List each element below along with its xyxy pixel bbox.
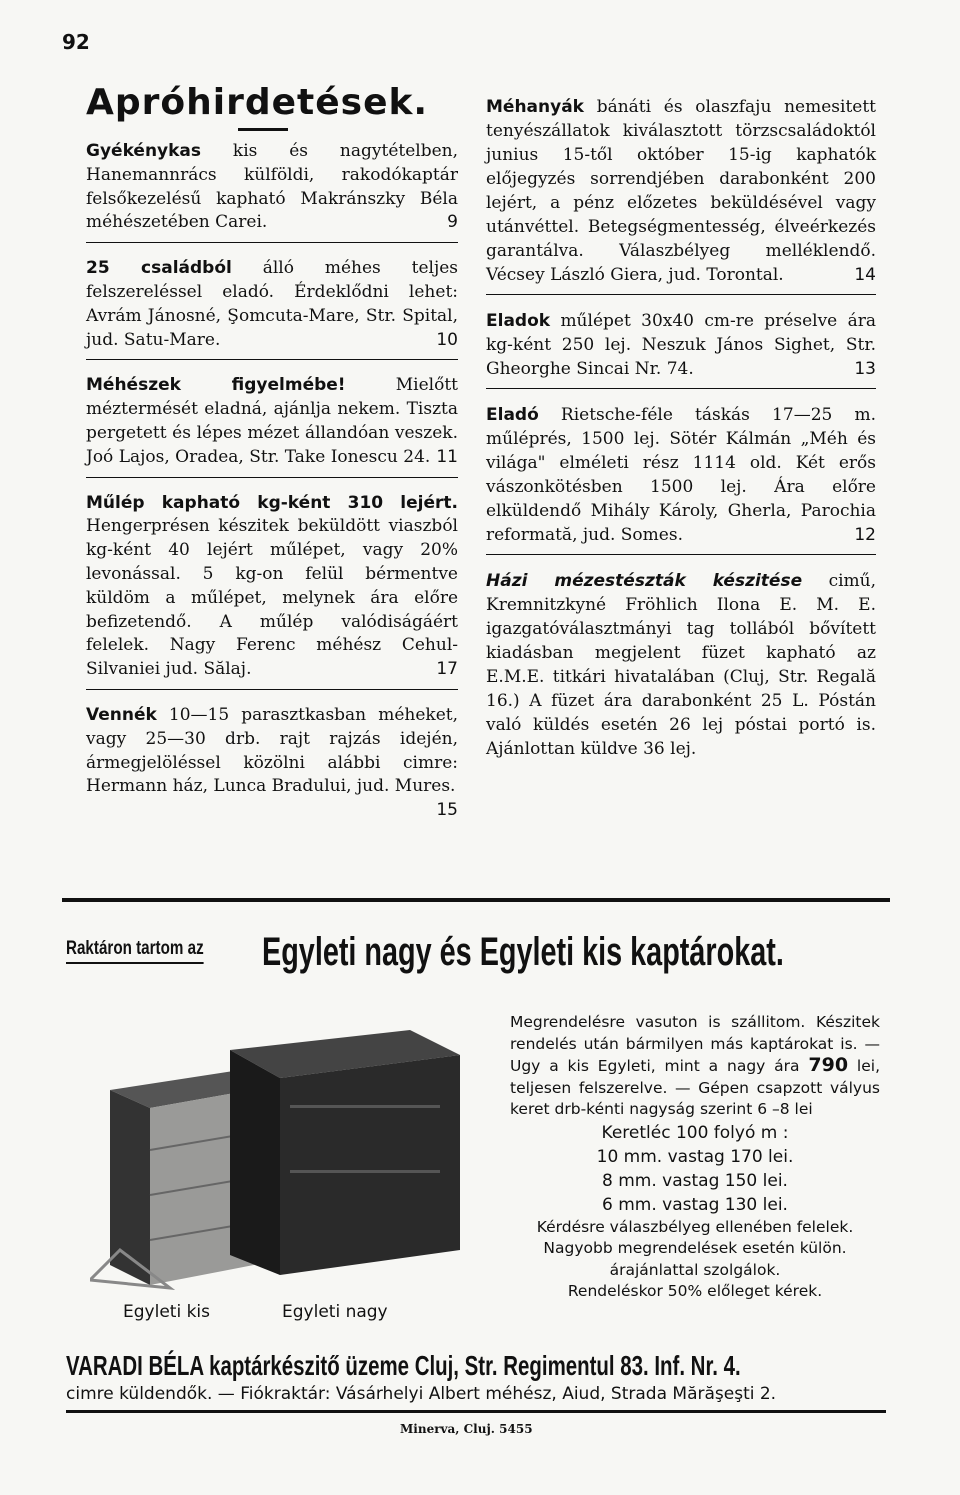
footer-divider (66, 1410, 886, 1413)
beehive-photo (90, 1010, 500, 1290)
offer-reply-note: Kérdésre válaszbélyeg ellenében felelek. Nagyobb megrendelések esetén külön. árajánlattal szolgálok. (536, 1217, 854, 1279)
banner-divider (62, 898, 890, 902)
ad-divider (86, 359, 458, 360)
price-line: 6 mm. vastag 130 lei. (602, 1194, 788, 1215)
company-line: VARADI BÉLA kaptárkészitő üzeme Cluj, Str. Regimentul 83. Inf. Nr. 4. (66, 1350, 741, 1381)
book-text: cimű, Kremnitzkyné Fröhlich Ilona E. M. E. igazgatóválasztmányi tag tollából bővített kiadásban megjelent füzet kapható az E.M.E. titkári hivatalában (Cluj, Str. Regală 16.) A füzet ára darabonként 25 L. Póstán való küldés esetén 26 lej póstai portó is. Ajánlottan küldve 36 lej. (486, 571, 876, 759)
ad-number: 12 (854, 525, 876, 545)
ad-number: 14 (854, 265, 876, 285)
page-number: 92 (62, 30, 90, 54)
classified-ad (86, 492, 458, 682)
ad-text: 10—15 parasztkasban méheket, vagy 25—30 drb. rajt rajzás idején, ármegjelöléssel közölni alábbi cimre: Hermann ház, Lunca Bradului, jud. Mures. (86, 704, 458, 797)
classified-ad (486, 309, 876, 381)
book-title: Házi mézestészták készitése (486, 571, 803, 591)
ad-divider (486, 388, 876, 389)
heading-underline (238, 128, 288, 131)
classified-ad (86, 257, 458, 352)
ad-lead: Eladó (486, 405, 539, 425)
keretlec-heading: Keretléc 100 folyó m : (601, 1122, 789, 1143)
main-price: 790 (808, 1054, 849, 1076)
ad-number: 10 (436, 329, 458, 350)
offer-intro (510, 1012, 880, 1121)
caption-egyleti-kis: Egyleti kis (123, 1302, 210, 1322)
ad-divider (86, 689, 458, 690)
ad-text: álló méhes teljes felszereléssel eladó. Érdeklődni lehet: Avrám Jánosné, Şomcuta-Mare, Str. Spital, jud. Satu-Mare. (86, 258, 458, 350)
classified-ad (86, 704, 458, 821)
ad-lead: Méhészek figyelmébe! (86, 375, 346, 396)
ad-number: 9 (447, 212, 458, 233)
ad-number: 15 (436, 800, 458, 821)
ad-lead: 25 családból (86, 258, 232, 279)
branch-line: cimre küldendők. — Fiókraktár: Vásárhelyi Albert méhész, Aiud, Strada Mărăşeşti 2. (66, 1384, 777, 1404)
ad-text: Hengerprésen készitek beküldött viaszból kg-ként 40 lejért műlépet, vagy 20% levonással. 5 kg-on felül bérmentve küldöm a műlépet, melynek ára előre befizetendő. A műlép valódiságáért felelek. Nagy Ferenc méhész Cehul-Silvaniei jud. Sălaj. (86, 516, 458, 680)
classified-ad (86, 140, 458, 235)
ad-text: Mielőtt méztermését eladná, ajánlja nekem. Tiszta pergetett és lépes mézet állandóan veszek. Joó Lajos, Oradea, Str. Take Ionescu 24. (86, 375, 458, 467)
classified-ad (86, 374, 458, 469)
offer-text-cont: lei, teljesen felszerelve. — Gépen csapzott vályus keret drb-kénti nagyság szerint 6 –8 lei (510, 1057, 880, 1118)
ad-text: kis és nagytételben, Hanemannrács külföldi, rakodókaptár felsőkezelésű kapható Makránszky Béla méhészetében Carei. (86, 141, 458, 233)
price-line: 10 mm. vastag 170 lei. (596, 1146, 794, 1167)
classified-ad (486, 95, 876, 287)
ad-number: 17 (436, 659, 458, 680)
hive-offer (510, 1012, 880, 1303)
ad-divider (86, 477, 458, 478)
ad-lead: Eladok (486, 311, 551, 331)
ad-divider (486, 294, 876, 295)
book-notice (486, 569, 876, 761)
offer-deposit-note: Rendeléskor 50% előleget kérek. (567, 1282, 823, 1300)
printer-imprint: Minerva, Cluj. 5455 (400, 1422, 533, 1436)
ad-divider (86, 242, 458, 243)
ad-text: bánáti és olaszfaju nemesitett tenyészállatok kiválasztott törzscsaládoktól junius 15-től október 15-ig kaphatók előjegyzés sorrendjében darabonként 200 lejért, a pénz előzetes beküldésével vagy utánvéttel. Betegségmentesség, élveérkezés garantálva. Válaszbélyeg melléklendő. Vécsey László Giera, jud. Torontal. (486, 97, 876, 285)
right-column (486, 95, 876, 761)
classified-ad (486, 403, 876, 547)
left-column (86, 140, 458, 823)
ad-text: műlépet 30x40 cm-re préselve ára kg-ként 250 lej. Neszuk János Sighet, Str. Gheorghe Sincai Nr. 74. (486, 311, 876, 379)
banner-headline: Egyleti nagy és Egyleti kis kaptárokat. (262, 930, 784, 974)
ad-lead: Gyékénykas (86, 141, 202, 161)
ad-lead: Méhanyák (486, 97, 584, 117)
caption-egyleti-nagy: Egyleti nagy (282, 1302, 388, 1322)
ad-lead: Vennék (86, 704, 157, 725)
ad-number: 13 (854, 359, 876, 379)
ad-lead: Műlép kapható kg-ként 310 lejért. (86, 492, 458, 513)
ad-text: Rietsche-féle táskás 17—25 m. műléprés, 1500 lej. Sötér Kálmán „Méh és világa" elméleti rész 1114 old. Két erős vászonkötésben 1500 lej. Ára előre elküldendő Mihály Károly, Gherla, Parochia reformată, jud. Somes. (486, 405, 876, 545)
offer-text: Megrendelésre vasuton is szállitom. Készitek rendelés után bármilyen más kaptárokat is. — Ugy a kis Egyleti, mint a nagy ára (510, 1013, 880, 1075)
price-line: 8 mm. vastag 150 lei. (602, 1170, 788, 1191)
page-heading: Apróhirdetések. (86, 82, 429, 123)
ad-divider (486, 554, 876, 555)
ad-number: 11 (436, 446, 458, 467)
banner-intro: Raktáron tartom az (66, 938, 204, 964)
